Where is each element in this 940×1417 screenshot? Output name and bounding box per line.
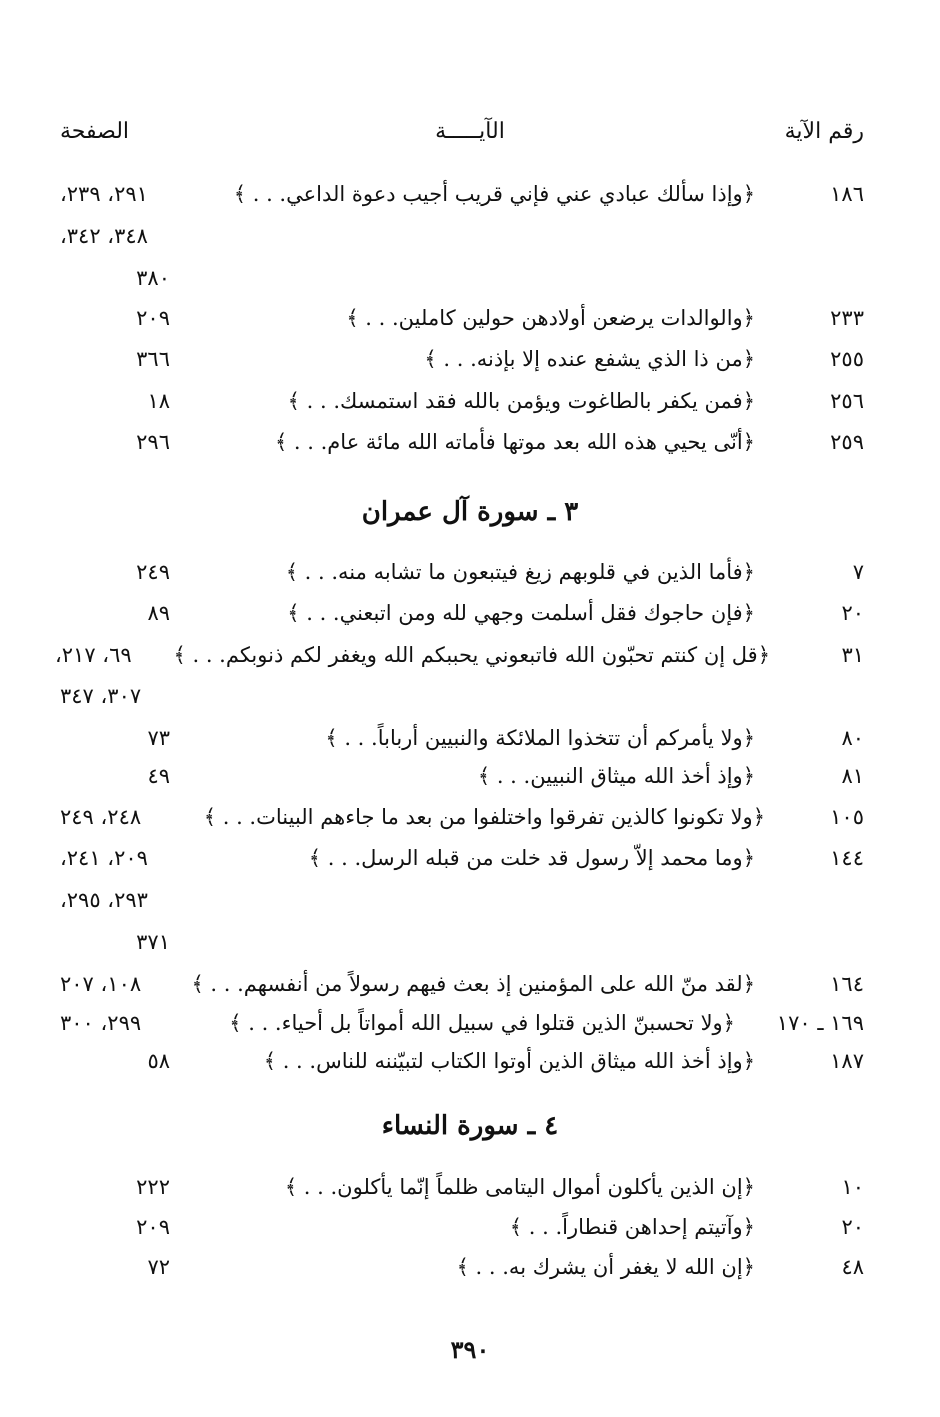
table-row: ١٠٥ ﴿ولا تكونوا كالذين تفرقوا واختلفوا من بعد ما جاءهم البينات. . . ﴾ ٢٤٨، ٢٤٩ — [60, 805, 864, 829]
table-header — [0, 112, 940, 152]
table-row: ٢٥٥ ﴿من ذا الذي يشفع عنده إلا بإذنه. . . ﴾ ٣٦٦ — [136, 347, 864, 371]
table-row-continuation: ٣٤٨، ٣٤٢، — [60, 224, 148, 248]
table-row: ٣١ ﴿قل إن كنتم تحبّون الله فاتبعوني يحببكم الله ويغفر لكم ذنوبكم. . . ﴾ ٦٩، ٢١٧، — [55, 643, 864, 667]
table-row-continuation: ٣٨٠ — [136, 266, 170, 290]
table-row: ٢٥٩ ﴿أنّى يحيي هذه الله بعد موتها فأماته الله مائة عام. . . ﴾ ٢٩٦ — [136, 430, 864, 454]
table-row: ١٤٤ ﴿وما محمد إلاّ رسول قد خلت من قبله الرسل. . . ﴾ ٢٠٩، ٢٤١، — [60, 846, 864, 870]
surah-title: ٣ ـ سورة آل عمران — [361, 497, 579, 527]
page-number: ٣٩٠ — [450, 1335, 490, 1364]
table-row: ١٠ ﴿إن الذين يأكلون أموال اليتامى ظلماً إنّما يأكلون. . . ﴾ ٢٢٢ — [136, 1175, 864, 1199]
table-row: ٨١ ﴿وإذ أخذ الله ميثاق النبيين. . . ﴾ ٤٩ — [147, 764, 864, 788]
table-row: ٧ ﴿فأما الذين في قلوبهم زيغ فيتبعون ما تشابه منه. . . ﴾ ٢٤٩ — [136, 560, 864, 584]
ayah-text-header: الآيـــــة — [435, 119, 505, 144]
table-row: ٨٠ ﴿ولا يأمركم أن تتخذوا الملائكة والنبيين أرباباً. . . ﴾ ٧٣ — [147, 726, 864, 750]
table-row: ١٨٦ ﴿وإذا سألك عبادي عني فإني قريب أجيب دعوة الداعي. . . ﴾ ٢٩١، ٢٣٩، — [60, 182, 864, 206]
table-row: ١٦٩ ـ ١٧٠ ﴿ولا تحسبنّ الذين قتلوا في سبيل الله أمواتاً بل أحياء. . . ﴾ ٢٩٩، ٣٠٠ — [60, 1011, 864, 1035]
table-row: ٤٨ ﴿إن الله لا يغفر أن يشرك به. . . ﴾ ٧٢ — [147, 1255, 864, 1279]
table-row: ٢٥٦ ﴿فمن يكفر بالطاغوت ويؤمن بالله فقد استمسك. . . ﴾ ١٨ — [147, 389, 864, 413]
table-row: ٢٠ ﴿فإن حاجوك فقل أسلمت وجهي لله ومن اتبعني. . . ﴾ ٨٩ — [147, 601, 864, 625]
table-row-continuation: ٣٧١ — [136, 930, 170, 954]
page-header: الصفحة — [60, 119, 130, 144]
surah-title: ٤ ـ سورة النساء — [381, 1111, 559, 1141]
table-row: ١٦٤ ﴿لقد منّ الله على المؤمنين إذ بعث فيهم رسولاً من أنفسهم. . . ﴾ ١٠٨، ٢٠٧ — [60, 972, 864, 996]
table-row: ١٨٧ ﴿وإذ أخذ الله ميثاق الذين أوتوا الكتاب لتبيّننه للناس. . . ﴾ ٥٨ — [147, 1049, 864, 1073]
table-row: ٢٣٣ ﴿والوالدات يرضعن أولادهن حولين كاملين. . . ﴾ ٢٠٩ — [136, 306, 864, 330]
table-row-continuation: ٢٩٣، ٢٩٥، — [60, 888, 148, 912]
ayah-number-header: رقم الآية — [784, 119, 864, 144]
table-row: ٢٠ ﴿وآتيتم إحداهن قنطاراً. . . ﴾ ٢٠٩ — [136, 1215, 864, 1239]
table-row-continuation: ٣٠٧، ٣٤٧ — [60, 684, 142, 708]
